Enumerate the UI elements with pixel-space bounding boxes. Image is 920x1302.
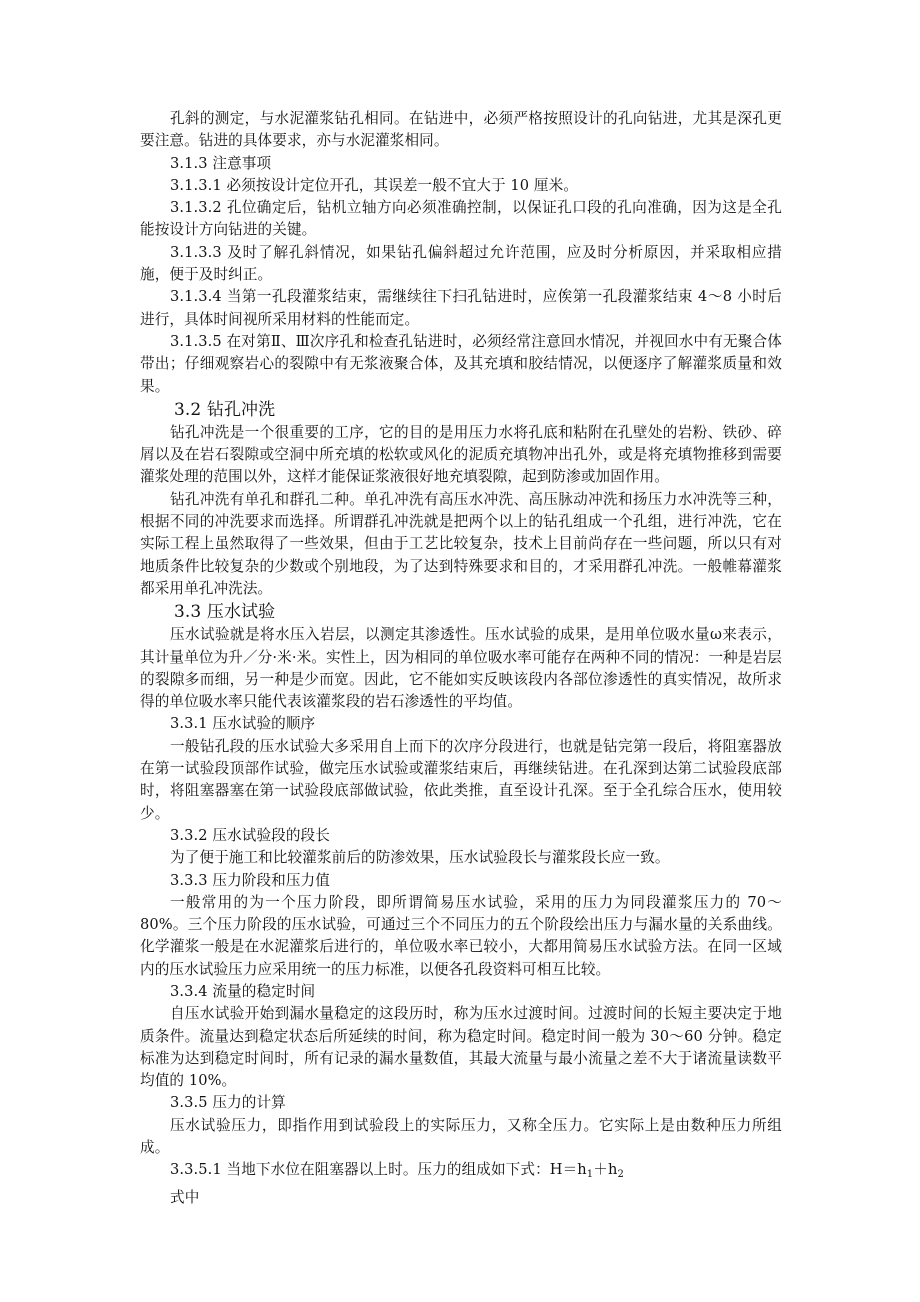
paragraph: 一般常用的为一个压力阶段，即所谓简易压水试验，采用的压力为同段灌浆压力的 70～80%。三个压力阶段的压水试验，可通过三个不同压力的五个阶段绘出压力与漏水量的关系曲线。化学灌浆一般是在水泥灌浆后进行的，单位吸水率已较小，大都用简易压水试验方法。在同一区域内的压水试验压力应采用统一的压力标准，以便各孔段资料可相互比较。: [140, 893, 782, 978]
formula-text: 3.3.5.1 当地下水位在阻塞器以上时。压力的组成如下式：H＝h: [170, 1161, 587, 1179]
paragraph: 压水试验就是将水压入岩层，以测定其渗透性。压水试验的成果，是用单位吸水量ω来表示，其计量单位为升／分·米·米。实性上，因为相同的单位吸水率可能存在两种不同的情况：一种是岩层的裂隙多而细，另一种是少而宽。因此，它不能如实反映该段内各部位渗透性的真实情况，故所求得的单位吸水率只能代表该灌浆段的岩石渗透性的平均值。: [140, 626, 782, 711]
formula-subscript: 2: [617, 1169, 624, 1181]
paragraph: 孔斜的测定，与水泥灌浆钻孔相同。在钻进中，必须严格按照设计的孔向钻进，尤其是深孔更要注意。钻进的具体要求，亦与水泥灌浆相同。: [140, 110, 782, 150]
paragraph: 3.1.3.4 当第一孔段灌浆结束，需继续往下扫孔钻进时，应俟第一孔段灌浆结束 4～8 小时后进行，具体时间视所采用材料的性能而定。: [140, 288, 782, 328]
subsection-heading: 3.1.3 注意事项: [170, 154, 272, 172]
paragraph: 3.1.3.1 必须按设计定位开孔，其误差一般不宜大于 10 厘米。: [170, 176, 579, 194]
paragraph: 钻孔冲洗有单孔和群孔二种。单孔冲洗有高压水冲洗、高压脉动冲洗和扬压力水冲洗等三种，根据不同的冲洗要求而选择。所谓群孔冲洗就是把两个以上的钻孔组成一个孔组，进行冲洗，它在实际工程上虽然取得了一些效果，但由于工艺比较复杂，技术上目前尚存在一些问题，所以只有对地质条件比较复杂的少数或个别地段，为了达到特殊要求和目的，才采用群孔冲洗。一般帷幕灌浆都采用单孔冲洗法。: [140, 490, 782, 597]
paragraph: 自压水试验开始到漏水量稳定的这段历时，称为压水过渡时间。过渡时间的长短主要决定于地质条件。流量达到稳定状态后所延续的时间，称为稳定时间。稳定时间一般为 30～60 分钟。稳定标准为达到稳定时间时，所有记录的漏水量数值，其最大流量与最小流量之差不大于诸流量读数平均值的 10%。: [140, 1005, 782, 1090]
subsection-heading: 3.3.3 压力阶段和压力值: [170, 871, 330, 889]
paragraph: 3.1.3.3 及时了解孔斜情况，如果钻孔偏斜超过允许范围，应及时分析原因，并采取相应措施，便于及时纠正。: [140, 243, 782, 284]
subsection-heading: 3.3.1 压水试验的顺序: [170, 715, 316, 733]
document-body: [140, 108, 782, 1209]
subsection-heading: 3.3.5 压力的计算: [170, 1094, 286, 1112]
paragraph: 为了便于施工和比较灌浆前后的防渗效果，压水试验段长与灌浆段长应一致。: [170, 849, 670, 867]
section-heading: 3.3 压水试验: [174, 602, 276, 623]
paragraph: 3.1.3.2 孔位确定后，钻机立轴方向必须准确控制，以保证孔口段的孔向准确，因为这是全孔能按设计方向钻进的关键。: [140, 199, 782, 239]
paragraph: 一般钻孔段的压水试验大多采用自上而下的次序分段进行，也就是钻完第一段后，将阻塞器放在第一试验段顶部作试验，做完压水试验或灌浆结束后，再继续钻进。在孔深到达第二试验段底部时，将阻塞器塞在第一试验段底部做试验，依此类推，直至设计孔深。至于全孔综合压水，使用较少。: [140, 737, 782, 822]
formula-paragraph: [140, 1159, 782, 1186]
paragraph: 压水试验压力，即指作用到试验段上的实际压力，又称全压力。它实际上是由数种压力所组成。: [140, 1116, 782, 1157]
paragraph: 3.1.3.5 在对第Ⅱ、Ⅲ次序孔和检查孔钻进时，必须经常注意回水情况，并视回水中有无聚合体带出；仔细观察岩心的裂隙中有无浆液聚合体，及其充填和胶结情况，以便逐序了解灌浆质量和效果。: [140, 332, 782, 395]
paragraph: 钻孔冲洗是一个很重要的工序，它的目的是用压力水将孔底和粘附在孔壁处的岩粉、铁砂、碎屑以及在岩石裂隙或空洞中所充填的松软或风化的泥质充填物冲出孔外，或是将充填物推移到需要灌浆处理的范围以外，这样才能保证浆液很好地充填裂隙，起到防渗或加固作用。: [140, 423, 782, 486]
paragraph: 式中: [170, 1188, 200, 1206]
formula-text: ＋h: [593, 1161, 618, 1179]
formula-subscript: 1: [586, 1169, 594, 1181]
subsection-heading: 3.3.4 流量的稳定时间: [170, 982, 316, 1000]
subsection-heading: 3.3.2 压水试验段的段长: [170, 826, 330, 844]
section-heading: 3.2 钻孔冲洗: [174, 399, 276, 420]
